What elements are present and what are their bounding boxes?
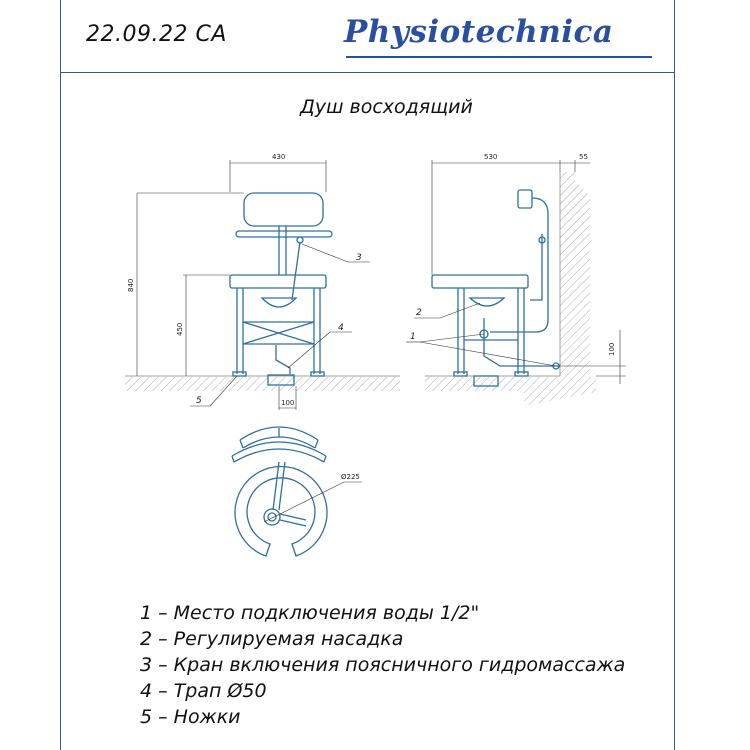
dim-drain-offset: 100 bbox=[281, 399, 295, 407]
drawing-title: Душ восходящий bbox=[300, 96, 473, 118]
legend-item: 3 – Кран включения поясничного гидромассажа bbox=[140, 654, 626, 676]
legend-item: 1 – Место подключения воды 1/2" bbox=[140, 602, 480, 624]
front-shower-nozzle bbox=[262, 298, 296, 307]
callout-3: 3 bbox=[356, 253, 362, 263]
plan-spoke bbox=[273, 462, 279, 510]
side-wall-pipe bbox=[490, 198, 548, 332]
callout-1: 1 bbox=[410, 332, 416, 342]
dim-front-width: 430 bbox=[272, 153, 286, 161]
front-hose bbox=[292, 242, 300, 300]
side-seat bbox=[432, 275, 528, 288]
front-ground-hatch bbox=[125, 377, 400, 391]
side-supply-pipe bbox=[484, 318, 560, 366]
plan-seat-horseshoe bbox=[235, 467, 327, 556]
front-backrest bbox=[244, 193, 323, 226]
dim-front-height: 840 bbox=[127, 278, 135, 292]
plan-view bbox=[232, 427, 362, 556]
legend-list bbox=[140, 600, 660, 730]
side-view bbox=[406, 153, 626, 406]
front-view bbox=[125, 153, 400, 410]
plan-armrest-arc bbox=[234, 449, 324, 462]
callout-4: 4 bbox=[338, 323, 344, 333]
document-code: 22.09.22 CA bbox=[86, 22, 227, 47]
legend-item: 5 – Ножки bbox=[140, 706, 241, 728]
front-drain-pipe bbox=[276, 345, 290, 374]
legend-item: 2 – Регулируемая насадка bbox=[140, 628, 404, 650]
side-shower-head bbox=[518, 190, 532, 208]
dim-side-depth: 530 bbox=[484, 153, 498, 161]
front-foot-right bbox=[311, 372, 324, 376]
callout-5: 5 bbox=[196, 396, 202, 406]
dim-seat-height: 450 bbox=[176, 322, 184, 336]
callout-2: 2 bbox=[416, 308, 422, 318]
brand-logo-text: Physiotechnica bbox=[344, 14, 614, 50]
dim-inlet-height: 100 bbox=[608, 342, 616, 356]
front-foot-left bbox=[233, 372, 246, 376]
front-seat bbox=[230, 275, 326, 288]
dim-wall-gap: 55 bbox=[579, 153, 588, 161]
dim-plan-diameter: Ø225 bbox=[341, 473, 360, 481]
front-armrest-bar bbox=[236, 231, 332, 237]
legend-item: 4 – Трап Ø50 bbox=[140, 680, 267, 702]
plan-drain bbox=[264, 509, 280, 525]
